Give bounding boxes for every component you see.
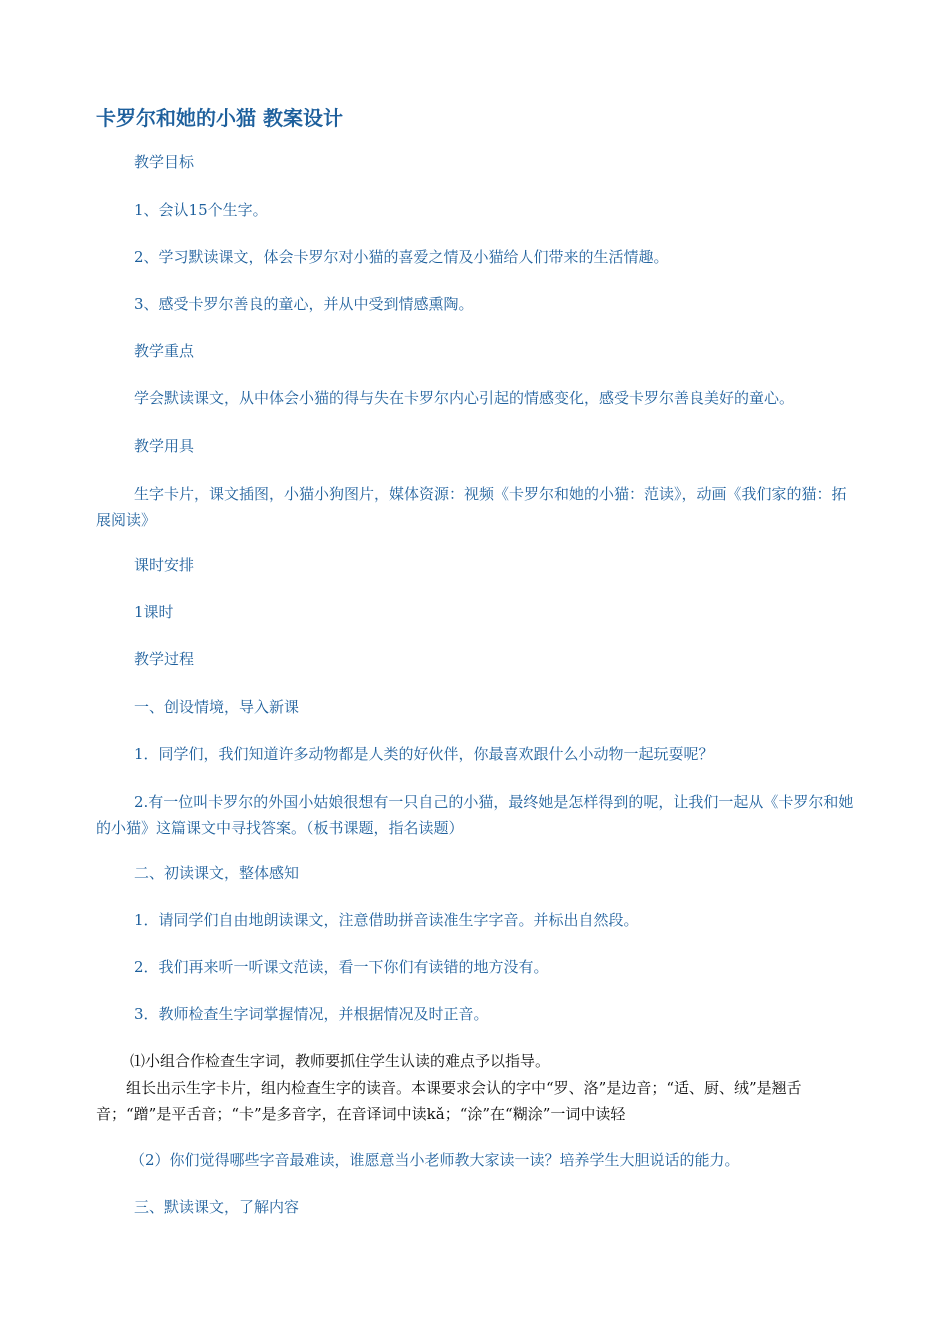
step-2-2: 2．我们再来听一听课文范读，看一下你们有读错的地方没有。 [134,958,549,976]
step-1-1: 1．同学们，我们知道许多动物都是人类的好伙伴，你最喜欢跟什么小动物一起玩耍呢？ [134,745,714,763]
step-2-1: 1．请同学们自由地朗读课文，注意借助拼音读准生字字音。并标出自然段。 [134,911,639,929]
step-1-2: 2.有一位叫卡罗尔的外国小姑娘很想有一只自己的小猫，最终她是怎样得到的呢，让我们一起从《卡罗尔和她的小猫》这篇课文中寻找答案。（板书课题，指名读题） [96,793,854,837]
goal-item-3: 3、感受卡罗尔善良的童心，并从中受到情感熏陶。 [134,295,474,313]
document-title: 卡罗尔和她的小猫 教案设计 [96,106,343,130]
goal-item-2: 2、学习默读课文，体会卡罗尔对小猫的喜爱之情及小猫给人们带来的生活情趣。 [134,248,669,266]
step-2-3: 3．教师检查生字词掌握情况，并根据情况及时正音。 [134,1005,489,1023]
schedule-text: 1课时 [134,603,174,621]
heading-schedule: 课时安排 [134,556,195,574]
key-points-text: 学会默读课文，从中体会小猫的得与失在卡罗尔内心引起的情感变化，感受卡罗尔善良美好的童心。 [134,389,795,407]
step-2-3-sub-2: （2）你们觉得哪些字音最难读，谁愿意当小老师教大家读一读？培养学生大胆说话的能力。 [130,1151,740,1169]
heading-key-points: 教学重点 [134,342,195,360]
step-2-3-detail: 组长出示生字卡片，组内检查生字的读音。本课要求会认的字中“罗、洛”是边音；“适、厨、绒”是翘舌音；“蹭”是平舌音；“卡”是多音字，在音译词中读kǎ；“涂”在“糊涂”一词中读轻 [96,1079,802,1123]
section-heading-1: 一、创设情境，导入新课 [134,698,300,716]
heading-teaching-goals: 教学目标 [134,153,195,171]
goal-item-1: 1、会认15个生字。 [134,201,268,219]
section-heading-2: 二、初读课文，整体感知 [134,864,300,882]
heading-process: 教学过程 [134,650,195,668]
teaching-aids-text: 生字卡片，课文插图，小猫小狗图片，媒体资源：视频《卡罗尔和她的小猫：范读》，动画《我们家的猫：拓展阅读》 [96,485,847,529]
heading-teaching-aids: 教学用具 [134,437,195,455]
section-heading-3: 三、默读课文，了解内容 [134,1198,300,1216]
step-2-3-sub-1: ⑴小组合作检查生字词，教师要抓住学生认读的难点予以指导。 [130,1052,551,1070]
